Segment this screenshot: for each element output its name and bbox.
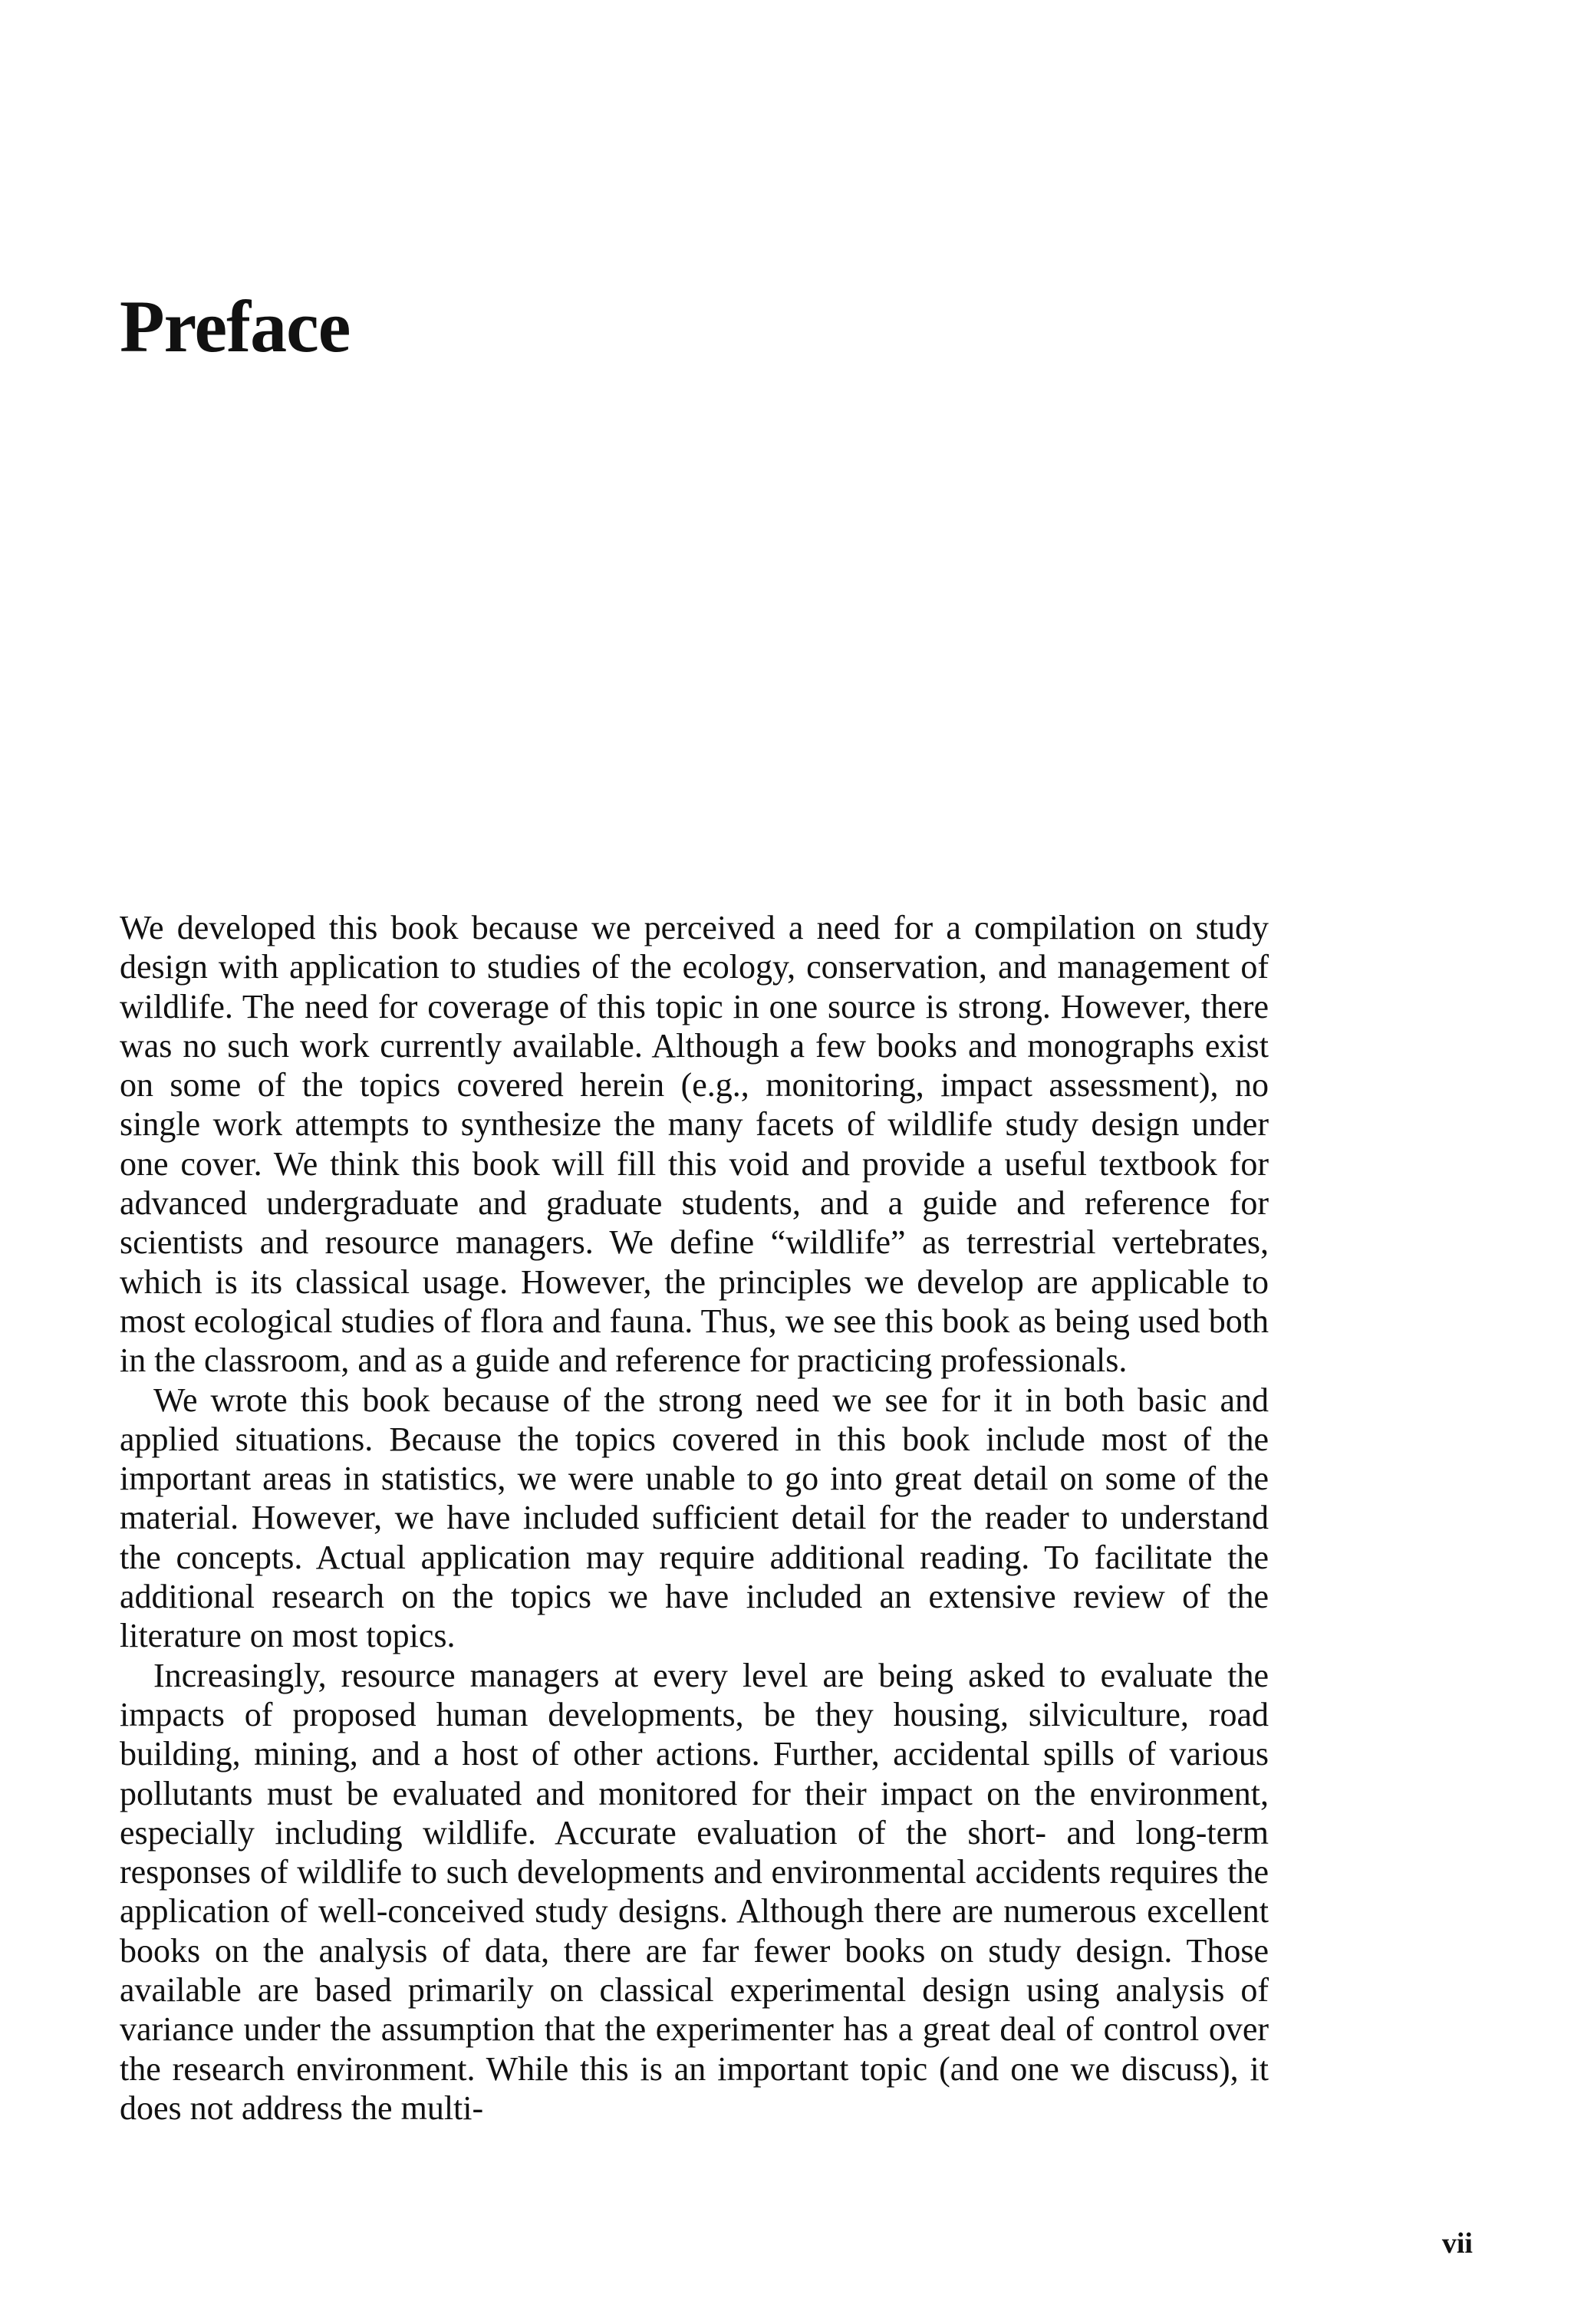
- paragraph-3: Increasingly, resource managers at every level are being asked to evaluate the impacts of proposed human developments, be they housing, silviculture, road building, mining, and a host of other actions. Further, accidental spills of various pollutants must be evaluated and monitored for their impact on the environment, especially including wildlife. Accurate evaluation of the short- and long-term responses of wildlife to such developments and environmental accidents requires the application of well-conceived study designs. Although there are numerous excellent books on the analysis of data, there are far fewer books on study design. Those available are based primarily on classical experimental design using analysis of variance under the assumption that the experimenter has a great deal of control over the research environment. While this is an important topic (and one we discuss), it does not address the multi-: [120, 1656, 1269, 2127]
- paragraph-1: We developed this book because we perceived a need for a compilation on study design with application to studies of the ecology, conservation, and management of wildlife. The need for coverage of this topic in one source is strong. However, there was no such work currently available. Although a few books and monographs exist on some of the topics covered herein (e.g., monitoring, impact assessment), no single work attempts to synthesize the many facets of wildlife study design under one cover. We think this book will fill this void and provide a useful textbook for advanced undergraduate and graduate students, and a guide and reference for scientists and resource managers. We define “wildlife” as terrestrial vertebrates, which is its classical usage. However, the principles we develop are applicable to most ecological studies of flora and fauna. Thus, we see this book as being used both in the classroom, and as a guide and reference for practicing professionals.: [120, 909, 1269, 1380]
- page-title: Preface: [120, 285, 351, 367]
- paragraph-2: We wrote this book because of the strong need we see for it in both basic and applied situations. Because the topics covered in this book include most of the important areas in statistics, we were unable to go into great detail on some of the material. However, we have included sufficient detail for the reader to understand the concepts. Actual application may require additional reading. To facilitate the additional research on the topics we have included an extensive review of the literature on most topics.: [120, 1381, 1269, 1655]
- page-number: vii: [1441, 2227, 1473, 2260]
- preface-body: [120, 908, 1269, 2128]
